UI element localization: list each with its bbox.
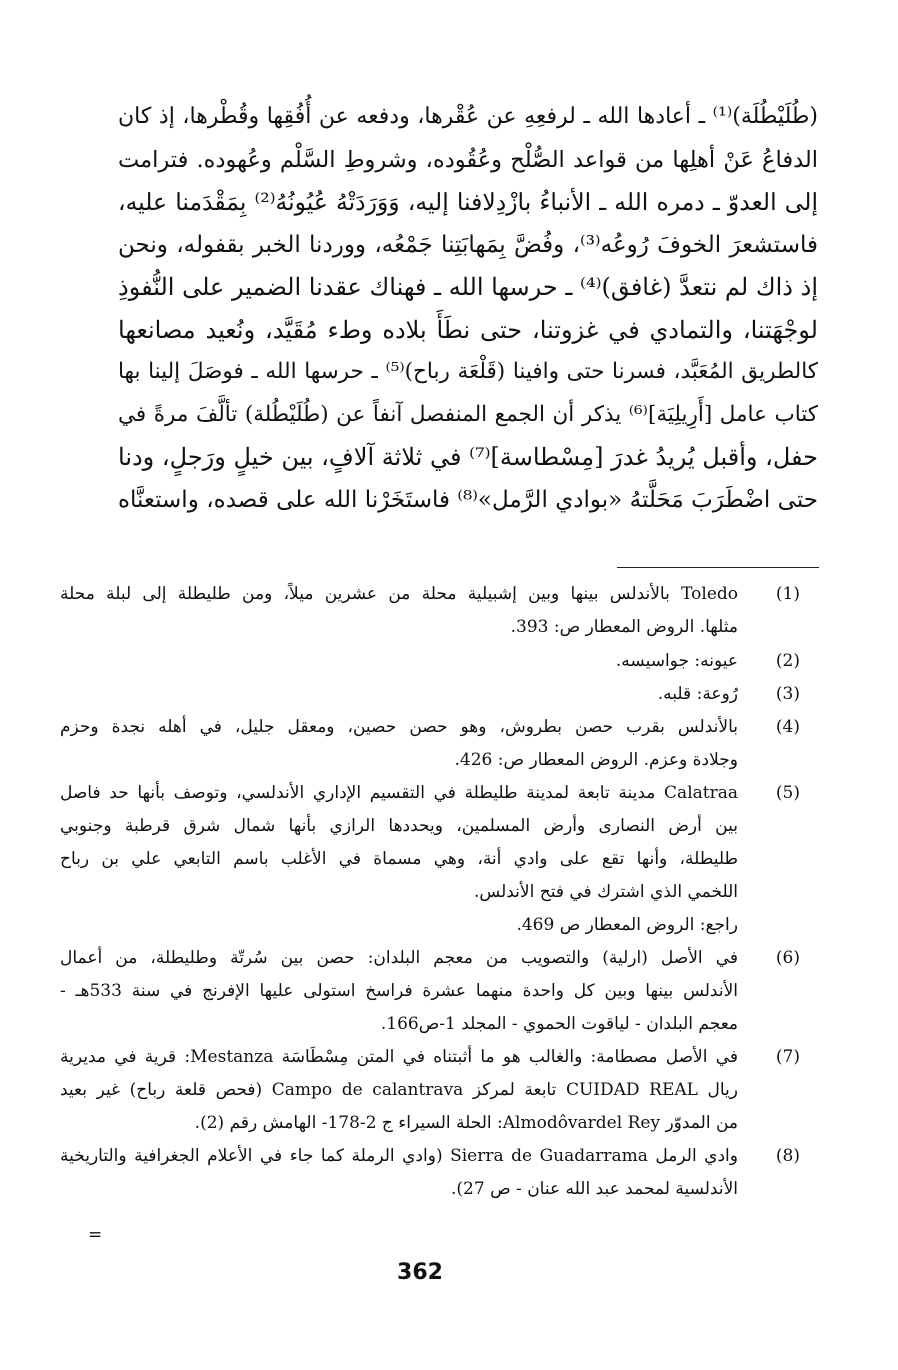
text-line: حتى اضْطَرَبَ مَحَلَّتهُ «بوادي الرَّمل»⁽⁸⁾ فاستَخَرْنا الله على قصده، واستعنَّاه xyxy=(118,486,818,513)
text-line: حفل، وأقبل يُريدُ غدرَ [مِسْطاسة]⁽⁷⁾ في ثلاثة آلافٍ، بين خيلٍ ورَجلٍ، ودنا xyxy=(118,443,818,471)
footnote xyxy=(60,678,800,711)
footnotes xyxy=(60,578,800,1206)
footnote-text xyxy=(60,1140,738,1206)
footnote-text xyxy=(60,678,738,711)
footnote-line: معجم البلدان - لياقوت الحموي - المجلد 1-ص166. xyxy=(380,1014,738,1034)
footnote xyxy=(60,1140,800,1206)
footnote-number: (2) xyxy=(775,651,800,671)
text-line: كالطريق المُعَبَّد، فسرنا حتى وافينا (قَلْعَة رباح)⁽⁵⁾ ـ حرسها الله ـ فوصَلَ إلينا بها xyxy=(118,359,819,384)
footnote-separator xyxy=(617,567,819,568)
footnote-text xyxy=(60,578,738,644)
footnote-line: ريال CUIDAD REAL تابعة لمركز Campo de calantrava (فحص قلعة رباح) غير بعيد xyxy=(60,1080,738,1100)
footnote-line: وادي الرمل Sierra de Guadarrama (وادي الرملة كما جاء في الأعلام الجغرافية والتاريخية xyxy=(60,1146,738,1166)
footnote-number: (4) xyxy=(775,717,800,737)
footnote-line: في الأصل (ارلية) والتصويب من معجم البلدان: حصن بين سُرتّة وطليطلة، من أعمال xyxy=(60,948,738,968)
main-text xyxy=(118,96,818,521)
footnote-number: (3) xyxy=(775,684,800,704)
footnote-number: (7) xyxy=(775,1047,800,1067)
footnote-line: Calatraa مدينة تابعة لمدينة طليطلة في التقسيم الإداري الأندلسي، وتوصف بأنها حد فاصل xyxy=(60,783,738,803)
footnote-number: (5) xyxy=(775,783,800,803)
footnote-line: في الأصل مصطامة: والغالب هو ما أثبتناه في المتن مِسْطَاسَة Mestanza: قرية في مديرية xyxy=(60,1047,738,1067)
text-line: الدفاعُ عَنْ أهلِها من قواعد الصُّلْح وعُقُوده، وشروطِ السَّلْم وعُهوده. فترامت xyxy=(118,146,818,173)
footnote-line: الأندلس بينها وبين كل واحدة منهما عشرة فراسخ استولى عليها الإفرنج في سنة 533هـ - xyxy=(60,981,739,1001)
footnote-line: وجلادة وعزم. الروض المعطار ص: 426. xyxy=(454,750,738,770)
footnote-text xyxy=(60,1041,738,1140)
footnote-text xyxy=(60,942,738,1041)
footnote xyxy=(60,578,800,644)
footnote-line: Toledo بالأندلس بينها وبين إشبيلية محلة من عشرين ميلاً، ومن طليطلة إلى لبلة محلة xyxy=(60,584,738,604)
footnote xyxy=(60,942,800,1041)
footnote xyxy=(60,777,800,942)
footnote-text xyxy=(60,645,738,678)
text-line: كتاب عامل [أَرِيلِيَة]⁽⁶⁾ يذكر أن الجمع المنفصل آنفاً عن (طُلَيْطُلة) تألَّفَ مرةً في xyxy=(118,401,819,427)
footnote xyxy=(60,711,800,777)
page-number: 362 xyxy=(397,1260,443,1285)
footnote-line: عيونه: جواسيسه. xyxy=(615,651,738,671)
footnote xyxy=(60,1041,800,1140)
footnote-number: (8) xyxy=(775,1146,800,1166)
continuation-marker: = xyxy=(88,1225,103,1245)
footnote-text xyxy=(60,777,738,942)
footnote-line: راجع: الروض المعطار ص 469. xyxy=(516,915,738,935)
footnote-line: من المدوّر Almodôvardel Rey: الحلة السيراء ج 2-178- الهامش رقم (2). xyxy=(194,1113,738,1133)
text-line: لوجْهَتنا، والتمادي في غزوتنا، حتى نطَأَ بلاده وطء مُقَيَّد، ونُعيد مصانعها xyxy=(118,315,818,344)
footnote-text xyxy=(60,711,738,777)
footnote-number: (1) xyxy=(775,584,800,604)
text-line: إلى العدوّ ـ دمره الله ـ الأنباءُ بازْدِلافنا إليه، وَوَرَدَتْهُ عُيُونُهُ⁽²⁾ بِمَقْدَمنا عليه، xyxy=(118,188,818,216)
footnote-line: الأندلسية لمحمد عبد الله عنان - ص 27). xyxy=(451,1179,738,1199)
footnote-line: بالأندلس بقرب حصن بطروش، وهو حصن حصين، ومعقل جليل، في أهله نجدة وحزم xyxy=(60,717,738,737)
footnote-line: بين أرض النصارى وأرض المسلمين، ويحددها الرازي بأنها شمال شرق قرطبة وجنوبي xyxy=(60,816,738,836)
footnote-line: اللخمي الذي اشترك في فتح الأندلس. xyxy=(474,882,738,902)
text-line: فاستشعرَ الخوفَ رُوعُه⁽³⁾، وفُضَّ بِمَهابَتِنا جَمْعُه، ووردنا الخبر بقفوله، ونحن xyxy=(118,231,818,258)
text-line: إذ ذاك لم نتعدَّ (غافق)⁽⁴⁾ ـ حرسها الله ـ فهناك عقدنا الضمير على النُّفوذِ xyxy=(118,273,818,301)
footnote-number: (6) xyxy=(775,948,800,968)
footnote-line: مثلها. الروض المعطار ص: 393. xyxy=(510,617,738,637)
footnote xyxy=(60,645,800,678)
footnote-line: طليطلة، وأنها تقع على وادي أنة، وهي مسماة في الأغلب باسم التابعي علي بن رباح xyxy=(60,849,738,869)
footnote-line: رُوعة: قلبه. xyxy=(657,684,738,704)
text-line: (طُلَيْطُلَة)⁽¹⁾ ـ أعادها الله ـ لرفعِهِ عن عُقْرها، ودفعه عن أُفُقِها وقُطْرها، إذ كان xyxy=(118,104,818,129)
